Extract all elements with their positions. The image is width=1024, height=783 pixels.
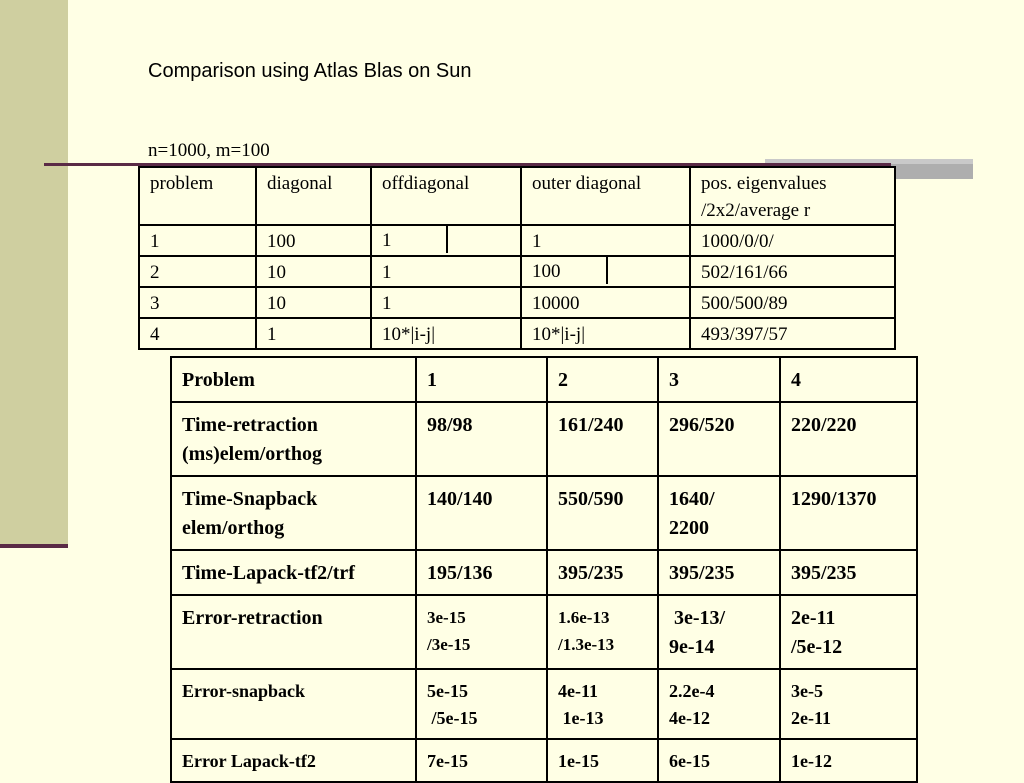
split-cell	[372, 226, 520, 253]
table-row	[171, 402, 917, 476]
label-line: (ms)elem/orthog	[182, 443, 322, 465]
cell-line: 5e-15	[427, 681, 468, 701]
sidebar-decoration	[0, 0, 68, 546]
label-line: Error-retraction	[182, 607, 323, 629]
table-row	[139, 225, 895, 256]
cell-line: 3e-13/	[669, 607, 726, 629]
table-cell: 10000	[521, 287, 690, 318]
label-line: Time-Snapback	[182, 488, 318, 510]
cell-line: /5e-15	[427, 708, 478, 728]
label-line: Time-Lapack-tf2/trf	[182, 562, 355, 584]
table-row	[171, 595, 917, 669]
split-cell	[522, 257, 689, 284]
header-cell: problem	[139, 167, 256, 225]
header-cell: Problem	[171, 357, 416, 402]
table-cell: 1	[256, 318, 371, 349]
header-cell: 4	[780, 357, 917, 402]
header-cell: outer diagonal	[521, 167, 690, 225]
cell-line: 550/590	[558, 488, 624, 510]
table-cell	[416, 595, 547, 669]
label-line: Error Lapack-tf2	[182, 751, 316, 771]
slide-title: Comparison using Atlas Blas on Sun	[148, 60, 472, 82]
row-label	[171, 669, 416, 739]
table-cell: 493/397/57	[690, 318, 895, 349]
table-cell: 3	[139, 287, 256, 318]
empty-subcell	[606, 257, 689, 284]
header-cell	[690, 167, 895, 225]
table-cell: 4	[139, 318, 256, 349]
cell-line: 2e-11	[791, 708, 831, 728]
table-row	[171, 669, 917, 739]
header-cell: offdiagonal	[371, 167, 521, 225]
cell-line: 9e-14	[669, 636, 715, 658]
cell-line: 1e-15	[558, 751, 599, 771]
table-cell	[547, 669, 658, 739]
table-row	[171, 476, 917, 550]
table-cell	[658, 402, 780, 476]
cell-line: 1e-13	[558, 708, 604, 728]
table-cell: 500/500/89	[690, 287, 895, 318]
cell-value: 100	[532, 261, 561, 282]
table-cell	[780, 402, 917, 476]
cell-line: /5e-12	[791, 636, 843, 658]
cell-line: 1640/	[669, 488, 715, 510]
table-cell	[780, 739, 917, 782]
header-cell: 3	[658, 357, 780, 402]
table-cell	[416, 476, 547, 550]
row-label	[171, 739, 416, 782]
table-cell	[547, 739, 658, 782]
cell-line: 4e-12	[669, 708, 710, 728]
header-line: pos. eigenvalues	[701, 173, 827, 194]
table-row	[139, 318, 895, 349]
table-row	[171, 550, 917, 595]
parameters-label: n=1000, m=100	[148, 140, 270, 161]
table-cell	[658, 669, 780, 739]
table-row	[139, 256, 895, 287]
cell-line: /3e-15	[427, 635, 471, 654]
table-cell	[658, 739, 780, 782]
config-table	[138, 166, 896, 350]
table-cell: 2	[139, 256, 256, 287]
table-cell	[780, 595, 917, 669]
cell-line: 3e-5	[791, 681, 823, 701]
cell-line: 2200	[669, 517, 709, 539]
table-cell: 10	[256, 256, 371, 287]
cell-line: 195/136	[427, 562, 493, 584]
table-cell: 1000/0/0/	[690, 225, 895, 256]
cell-line: 98/98	[427, 414, 473, 436]
label-line: Time-retraction	[182, 414, 318, 436]
cell-line: 161/240	[558, 414, 624, 436]
table-cell	[416, 669, 547, 739]
table-cell: 1	[521, 225, 690, 256]
header-cell: 2	[547, 357, 658, 402]
table-cell: 100	[256, 225, 371, 256]
table-cell	[780, 476, 917, 550]
cell-line: 2e-11	[791, 607, 836, 629]
row-label	[171, 595, 416, 669]
cell-line: 296/520	[669, 414, 735, 436]
cell-line: 4e-11	[558, 681, 598, 701]
cell-line: 1.6e-13	[558, 608, 610, 627]
cell-line: 140/140	[427, 488, 493, 510]
cell-line: 395/235	[669, 562, 735, 584]
table-cell: 502/161/66	[690, 256, 895, 287]
cell-line: /1.3e-13	[558, 635, 615, 654]
cell-line: 220/220	[791, 414, 857, 436]
table-cell	[658, 476, 780, 550]
table-cell	[521, 256, 690, 287]
table-cell	[371, 225, 521, 256]
table-cell	[658, 595, 780, 669]
row-label	[171, 476, 416, 550]
table-cell	[780, 669, 917, 739]
label-line: elem/orthog	[182, 517, 285, 539]
table-cell	[416, 739, 547, 782]
table-cell: 10	[256, 287, 371, 318]
table-cell	[780, 550, 917, 595]
sidebar-rule	[0, 544, 68, 548]
table-cell	[416, 402, 547, 476]
table-cell	[658, 550, 780, 595]
table-cell: 1	[371, 256, 521, 287]
table-cell: 10*|i-j|	[521, 318, 690, 349]
table-header-row	[171, 357, 917, 402]
table-cell	[547, 402, 658, 476]
empty-subcell	[446, 226, 520, 253]
table-cell: 1	[371, 287, 521, 318]
cell-line: 2.2e-4	[669, 681, 715, 701]
table-row	[171, 739, 917, 782]
cell-line: 395/235	[791, 562, 857, 584]
table-cell	[547, 550, 658, 595]
cell-line: 1290/1370	[791, 488, 877, 510]
cell-value: 1	[382, 230, 392, 251]
table-cell: 1	[139, 225, 256, 256]
results-table	[170, 356, 918, 783]
header-cell: diagonal	[256, 167, 371, 225]
label-line: Error-snapback	[182, 681, 306, 701]
table-cell	[416, 550, 547, 595]
header-cell: 1	[416, 357, 547, 402]
row-label	[171, 402, 416, 476]
cell-line: 395/235	[558, 562, 624, 584]
table-cell	[547, 595, 658, 669]
table-header-row	[139, 167, 895, 225]
header-line: /2x2/average r	[701, 200, 811, 221]
table-row	[139, 287, 895, 318]
cell-line: 7e-15	[427, 751, 468, 771]
table-cell	[547, 476, 658, 550]
cell-line: 1e-12	[791, 751, 832, 771]
cell-line: 6e-15	[669, 751, 710, 771]
row-label	[171, 550, 416, 595]
cell-line: 3e-15	[427, 608, 466, 627]
table-cell: 10*|i-j|	[371, 318, 521, 349]
